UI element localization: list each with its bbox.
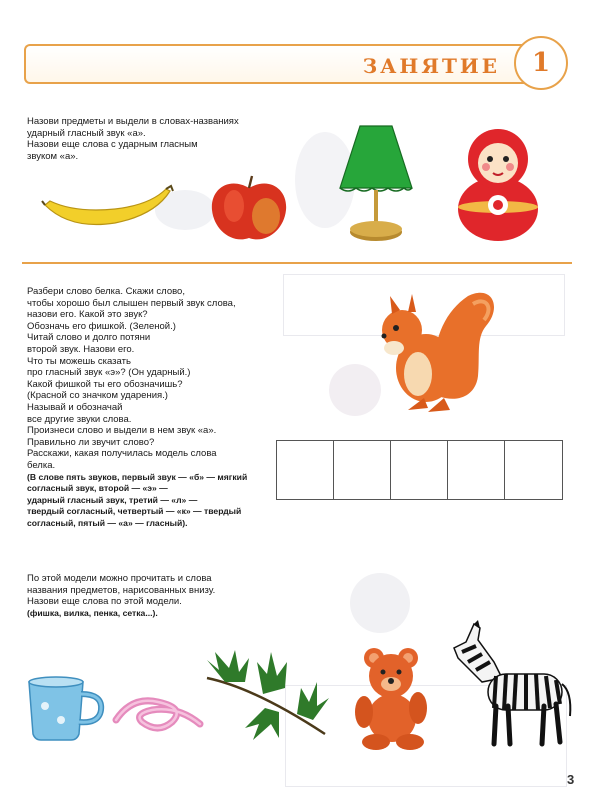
task2-line: Расскажи, какая получилась модель слова — [27, 448, 217, 460]
lesson-number: 1 — [531, 48, 551, 78]
task2-line: Обозначь его фишкой. (Зеленой.) — [27, 320, 176, 332]
sound-cell[interactable] — [334, 441, 391, 499]
page-number: 3 — [567, 772, 575, 787]
task2-text — [27, 286, 277, 529]
task2-answer-line: ударный гласный звук, третий — «л» — — [27, 494, 198, 505]
sound-cell[interactable] — [505, 441, 562, 499]
task2-answer-line: (В слове пять звуков, первый звук — «б» — мягкий — [27, 471, 248, 482]
task2-line: Читай слово и долго потяни — [27, 332, 151, 344]
banana-illustration — [40, 185, 175, 235]
task2-line: чтобы хорошо был слышен первый звук слова, — [27, 297, 236, 309]
task1-line: Назови предметы и выдели в словах-названиях — [27, 116, 239, 127]
task2-line: второй звук. Назови его. — [27, 343, 135, 355]
sound-cell[interactable] — [448, 441, 505, 499]
task2-line: белка. — [27, 459, 56, 471]
task2-line: Называй и обозначай — [27, 401, 123, 413]
lesson-number-badge — [514, 36, 568, 90]
task3-line: названия предметов, нарисованных внизу. — [27, 584, 216, 596]
task1-line: Назови еще слова с ударным гласным — [27, 139, 198, 151]
task3-line: Назови еще слова по этой модели. — [27, 596, 182, 608]
task2-line: Какой фишкой ты его обозначишь? — [27, 378, 183, 390]
task2-line: Произнеси слово и выдели в нем звук «а». — [27, 425, 217, 437]
task2-line: про гласный звук «э»? (Он ударный.) — [27, 367, 191, 379]
lesson-header-bar — [24, 44, 544, 84]
section-divider — [22, 262, 572, 264]
task2-line: (Красной со значком ударения.) — [27, 390, 168, 402]
lamp-illustration — [336, 124, 416, 246]
faded-background-picture — [325, 360, 385, 420]
branch-illustration — [205, 648, 335, 740]
task2-line: назови его. Какой это звук? — [27, 309, 148, 321]
task2-answer-line: согласный звук, второй — «э» — — [27, 483, 168, 494]
roly-poly-doll-illustration — [455, 125, 541, 243]
task1-text — [27, 116, 287, 162]
task1-line: ударный гласный звук «а». — [27, 127, 146, 139]
task2-line: Что ты можешь сказать — [27, 355, 131, 367]
faded-background-picture — [345, 568, 415, 638]
word-sound-model — [276, 440, 563, 500]
sound-cell[interactable] — [277, 441, 334, 499]
squirrel-illustration — [368, 286, 500, 414]
task2-line: Правильно ли звучит слово? — [27, 436, 155, 448]
task2-answer-line: согласный, пятый — «а» — гласный). — [27, 517, 188, 528]
task2-line: все другие звуки слова. — [27, 413, 132, 425]
task3-text — [27, 573, 277, 619]
task2-answer-line: твердый согласный, четвертый — «к» — твердый — [27, 506, 242, 517]
lesson-title: ЗАНЯТИЕ — [362, 54, 500, 78]
task1-line: звуком «а». — [27, 150, 79, 162]
teddy-bear-illustration — [350, 646, 440, 750]
task3-line: По этой модели можно прочитать и слова — [27, 573, 212, 584]
apple-illustration — [208, 172, 290, 244]
task3-answer: (фишка, вилка, пенка, сетка...). — [27, 607, 158, 618]
sound-cell[interactable] — [391, 441, 448, 499]
ribbon-illustration — [112, 692, 204, 736]
cup-illustration — [25, 676, 107, 742]
task2-line: Разбери слово белка. Скажи слово, — [27, 286, 185, 297]
zebra-illustration — [452, 618, 576, 750]
